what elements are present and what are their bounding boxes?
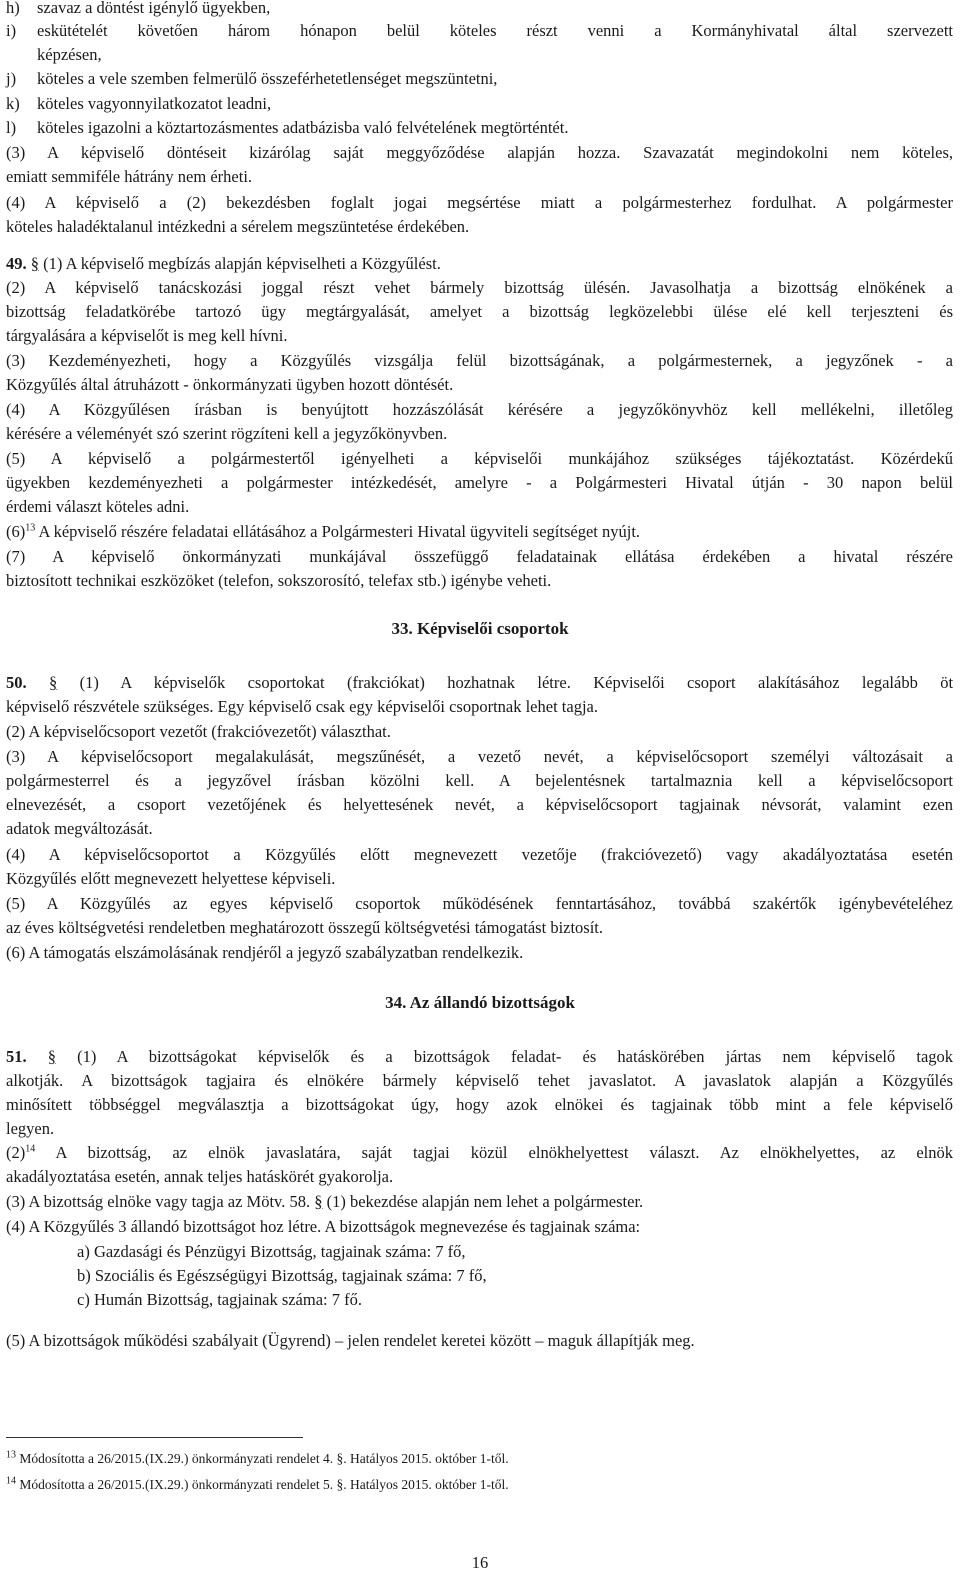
section-51-p2-line2: akadályoztatása esetén, annak teljes hatáskörét gyakorolja. [6,1167,394,1186]
committee-item: a) Gazdasági és Pénzügyi Bizottság, tagjainak száma: 7 fő, [77,1242,466,1261]
list-item-i-marker: i) [6,21,17,40]
section-49-p3-line1: (3) Kezdeményezheti, hogy a Közgyűlés vizsgálja felül bizottságának, a polgármesternek, a jegyzőnek - a [6,351,953,370]
section-51-line1: 51. § (1) A bizottságokat képviselők és a bizottságok feladat- és hatáskörében jártas nem képviselő tagok [6,1047,953,1066]
page-number: 16 [471,1553,489,1572]
committee-item: b) Szociális és Egészségügyi Bizottság, tagjainak száma: 7 fő, [77,1266,487,1285]
paragraph-48-4-line2: köteles haladéktalanul intézkedni a sérelem megszüntetése érdekében. [6,217,470,236]
section-51-p5: (5) A bizottságok működési szabályait (Ügyrend) – jelen rendelet keretei között – maguk állapítják meg. [6,1331,695,1350]
footnote-14: $^{14}$ Módosította a 26/2015.(IX.29.) önkormányzati rendelet 5. §. Hatályos 2015. október 1-től. [6,1475,509,1492]
paragraph-48-3-line1: (3) A képviselő döntéseit kizárólag saját meggyőződése alapján hozza. Szavazatát megindokolni nem köteles, [6,143,953,162]
section-49-p2-line2: bizottság feladatkörébe tartozó ügy megtárgyalását, amelyet a bizottság legközelebbi ülése elé kell terjeszteni és [6,302,953,321]
footnote-divider [6,1437,303,1438]
section-50-p5-line1: (5) A Közgyűlés az egyes képviselő csoportok működésének fenntartásához, továbbá szakértők igénybevételéhez [6,894,953,913]
section-50-p6: (6) A támogatás elszámolásának rendjéről a jegyző szabályzatban rendelkezik. [6,943,524,962]
section-49-p4-line1: (4) A Közgyűlésen írásban is benyújtott hozzászólását kérésére a jegyzőkönyvhöz kell mellékelni, illetőleg [6,400,953,419]
paragraph-48-3-line2: emiatt semmiféle hátrány nem érheti. [6,167,253,186]
section-number: 51. [6,1047,27,1066]
section-sign: § [47,1047,57,1066]
section-51-p1-line4: legyen. [6,1119,55,1138]
section-50-p4-line2: Közgyűlés előtt megnevezett helyettese képviseli. [6,869,336,888]
section-sign: § [49,673,58,692]
list-item-h: h) szavaz a döntést igénylő ügyekben, [6,0,271,17]
footnote-ref-13: 13 [25,522,36,534]
section-50-p5-line2: az éves költségvetési rendeletben meghatározott összegű költségvetési támogatást biztosít. [6,918,604,937]
list-item-j: j) köteles a vele szemben felmerülő összeférhetetlenséget megszüntetni, [6,69,498,88]
section-50-p1-line2: képviselő részvétele szükséges. Egy képviselő csak egy képviselői csoportnak lehet tagja. [6,697,598,716]
section-49-p5-line1: (5) A képviselő a polgármestertől igényelheti a képviselői munkájához szükséges tájékoztatást. Közérdekű [6,449,953,468]
list-item-k: k) köteles vagyonnyilatkozatot leadni, [6,94,272,113]
section-51-p1-line3: minősített többséggel megválasztja a bizottságokat úgy, hogy azok elnökei és tagjainak több mint a fele képviselő [6,1095,953,1114]
section-49-p3-line2: Közgyűlés által átruházott - önkormányzati ügyben hozott döntését. [6,375,454,394]
section-50-p3-line2: polgármesterrel és a jegyzővel írásban közölni kell. A bejelentésnek tartalmaznia kell a képviselőcsoport [6,771,953,790]
committee-item: c) Humán Bizottság, tagjainak száma: 7 fő. [77,1290,362,1309]
section-50-p3-line4: adatok megváltozását. [6,819,153,838]
section-49-p5-line3: érdemi választ köteles adni. [6,497,190,516]
footnote-13: $^{13}$ Módosította a 26/2015.(IX.29.) önkormányzati rendelet 4. §. Hatályos 2015. október 1-től. [6,1449,509,1466]
section-49-p5-line2: ügyekben kezdeményezheti a polgármester intézkedését, amelyre - a Polgármesteri Hivatal útján - 30 napon belül [6,473,953,492]
section-49-p6: $(6)^{13}$ A képviselő részére feladatai ellátásához a Polgármesteri Hivatal ügyviteli segítséget nyújt. [6,522,641,541]
section-50-p3-line1: (3) A képviselőcsoport megalakulását, megszűnését, a vezető nevét, a képviselőcsoport személyi változásait a [6,747,953,766]
section-49-line1: 49. § (1) A képviselő megbízás alapján képviselheti a Közgyűlést. [6,254,441,273]
section-50-p2: (2) A képviselőcsoport vezetőt (frakcióvezetőt) választhat. [6,722,391,741]
section-50-p3-line3: elnevezését, a csoport vezetőjének és helyettesének nevét, a képviselőcsoport tagjainak névsorát, valamint ezen [6,795,953,814]
paragraph-48-4-line1: (4) A képviselő a (2) bekezdésben foglalt jogai megsértése miatt a polgármesterhez fordulhat. A polgármester [6,193,953,212]
section-49-p7-line1: (7) A képviselő önkormányzati munkájával összefüggő feladatainak ellátása érdekében a hivatal részére [6,547,953,566]
section-50-p4-line1: (4) A képviselőcsoportot a Közgyűlés előtt megnevezett vezetője (frakcióvezető) vagy akadályoztatása esetén [6,845,953,864]
footnote-ref-14: 14 [25,1143,36,1155]
list-item-i: eskütételét követően három hónapon belül köteles részt venni a Kormányhivatal által szervezett [37,21,953,40]
list-item-i-cont: képzésen, [37,45,102,64]
section-51-p4: (4) A Közgyűlés 3 állandó bizottságot hoz létre. A bizottságok megnevezése és tagjainak száma: [6,1217,641,1236]
section-number: 50. [6,673,27,692]
section-number: 49. [6,254,27,273]
section-49-p4-line2: kérésére a véleményét szó szerint rögzíteni kell a jegyzőkönyvben. [6,424,448,443]
section-50-line1: 50. § (1) A képviselők csoportokat (frakciókat) hozhatnak létre. Képviselői csoport alakításához legalább öt [6,673,953,692]
section-49-p7-line2: biztosított technikai eszközöket (telefon, sokszorosító, telefax stb.) igénybe veheti. [6,571,552,590]
section-51-p2-line1: $(2)^{14}$ A bizottság, az elnök javaslatára, saját tagjai közül elnökhelyettest választ. Az elnökhelyettes, az elnök [6,1143,953,1162]
heading-34: 34. Az állandó bizottságok [385,993,575,1012]
section-49-p2-line1: (2) A képviselő tanácskozási joggal részt vehet bármely bizottság ülésén. Javasolhatja a bizottság elnökének a [6,278,953,297]
list-item-l: l) köteles igazolni a köztartozásmentes adatbázisba való felvételének megtörténtét. [6,118,569,137]
section-49-p2-line3: tárgyalására a képviselőt is meg kell hívni. [6,326,288,345]
section-sign: § [30,254,39,273]
section-51-p1-line2: alkotják. A bizottságok tagjaira és elnökére bármely képviselő tehet javaslatot. A javaslatok alapján a Közgyűlés [6,1071,953,1090]
section-51-p3: (3) A bizottság elnöke vagy tagja az Mötv. 58. § (1) bekezdése alapján nem lehet a polgármester. [6,1192,644,1211]
heading-33: 33. Képviselői csoportok [391,619,569,638]
